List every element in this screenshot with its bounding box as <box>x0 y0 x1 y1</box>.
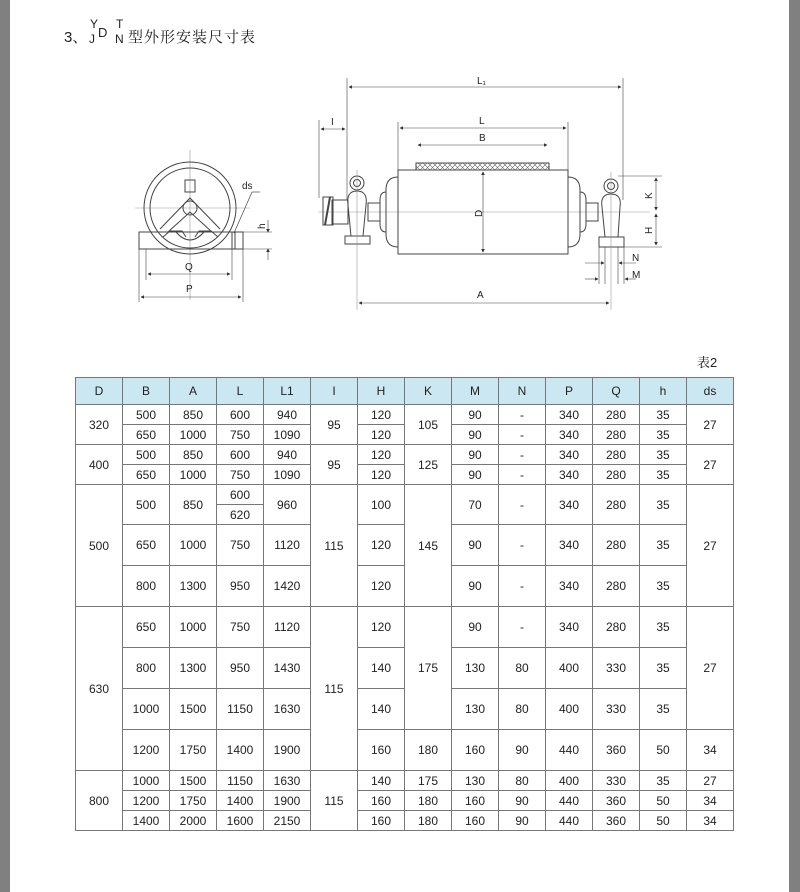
cell-p: 340 <box>546 465 593 485</box>
cell-l1: 1630 <box>264 771 311 791</box>
cell-h: 50 <box>640 791 687 811</box>
cell-h: 50 <box>640 811 687 831</box>
cell-q: 330 <box>593 648 640 689</box>
cell-l: 620 <box>217 505 264 525</box>
cell-n: - <box>499 525 546 566</box>
cell-a: 1500 <box>170 771 217 791</box>
column-header-d: D <box>76 378 123 405</box>
cell-l: 750 <box>217 607 264 648</box>
label-i: I <box>331 117 334 128</box>
title-text: 型外形安装尺寸表 <box>128 29 257 46</box>
column-header-ds: ds <box>687 378 734 405</box>
cell-q: 360 <box>593 730 640 771</box>
cell-n: 80 <box>499 648 546 689</box>
cell-l: 600 <box>217 445 264 465</box>
cell-l1: 1420 <box>264 566 311 607</box>
cell-p: 340 <box>546 566 593 607</box>
cell-k: 145 <box>405 485 452 607</box>
cell-q: 280 <box>593 425 640 445</box>
column-header-m: M <box>452 378 499 405</box>
label-h: H <box>644 226 655 234</box>
cell-a: 1000 <box>170 607 217 648</box>
column-header-a: A <box>170 378 217 405</box>
cell-l: 1400 <box>217 730 264 771</box>
title-letter-t: T <box>116 17 124 31</box>
cell-l1: 2150 <box>264 811 311 831</box>
cell-h: 120 <box>358 607 405 648</box>
cell-k: 175 <box>405 771 452 791</box>
cell-i: 95 <box>311 405 358 445</box>
cell-h: 120 <box>358 465 405 485</box>
column-header-b: B <box>123 378 170 405</box>
cell-n: - <box>499 445 546 465</box>
cell-b: 1000 <box>123 689 170 730</box>
cell-d: 630 <box>76 607 123 771</box>
cell-q: 280 <box>593 445 640 465</box>
title-letter-d: D <box>98 25 108 40</box>
cell-p: 340 <box>546 607 593 648</box>
cell-m: 90 <box>452 525 499 566</box>
cell-q: 280 <box>593 465 640 485</box>
cell-k: 180 <box>405 730 452 771</box>
cell-l: 1600 <box>217 811 264 831</box>
cell-n: - <box>499 485 546 525</box>
cell-l1: 940 <box>264 405 311 425</box>
cell-p: 440 <box>546 730 593 771</box>
cell-ds: 27 <box>687 607 734 730</box>
title-letter-j: J <box>89 32 95 46</box>
cell-ds: 34 <box>687 791 734 811</box>
cell-l: 1150 <box>217 771 264 791</box>
cell-b: 500 <box>123 405 170 425</box>
cell-h: 140 <box>358 771 405 791</box>
cell-q: 330 <box>593 771 640 791</box>
cell-h: 120 <box>358 566 405 607</box>
table-row <box>76 485 734 505</box>
cell-l: 1150 <box>217 689 264 730</box>
label-h-side: h <box>257 223 268 229</box>
column-header-l: L <box>217 378 264 405</box>
cell-k: 180 <box>405 811 452 831</box>
pulley-drawing <box>0 0 800 340</box>
label-a: A <box>477 290 484 301</box>
cell-d: 320 <box>76 405 123 445</box>
cell-m: 70 <box>452 485 499 525</box>
cell-k: 180 <box>405 791 452 811</box>
cell-n: 80 <box>499 689 546 730</box>
cell-h: 160 <box>358 791 405 811</box>
cell-i: 115 <box>311 607 358 771</box>
cell-l: 750 <box>217 465 264 485</box>
cell-p: 440 <box>546 811 593 831</box>
cell-l1: 1090 <box>264 465 311 485</box>
cell-l1: 1630 <box>264 689 311 730</box>
cell-h: 120 <box>358 525 405 566</box>
dimension-table <box>75 377 734 831</box>
cell-b: 650 <box>123 525 170 566</box>
cell-p: 400 <box>546 689 593 730</box>
cell-h: 35 <box>640 405 687 425</box>
cell-h: 50 <box>640 730 687 771</box>
cell-b: 500 <box>123 445 170 465</box>
cell-ds: 27 <box>687 405 734 445</box>
cell-q: 330 <box>593 689 640 730</box>
label-l: L <box>479 116 485 127</box>
cell-p: 340 <box>546 485 593 525</box>
table-row <box>76 445 734 465</box>
column-header-p: P <box>546 378 593 405</box>
cell-a: 1000 <box>170 425 217 445</box>
cell-p: 440 <box>546 791 593 811</box>
cell-k: 125 <box>405 445 452 485</box>
cell-ds: 34 <box>687 811 734 831</box>
cell-n: - <box>499 607 546 648</box>
cell-ds: 27 <box>687 771 734 791</box>
cell-a: 2000 <box>170 811 217 831</box>
cell-b: 800 <box>123 566 170 607</box>
table-row <box>76 730 734 771</box>
cell-h: 35 <box>640 425 687 445</box>
label-d: D <box>474 209 485 217</box>
cell-h: 35 <box>640 771 687 791</box>
cell-p: 340 <box>546 425 593 445</box>
table-row <box>76 771 734 791</box>
cell-m: 90 <box>452 465 499 485</box>
cell-p: 400 <box>546 648 593 689</box>
cell-m: 160 <box>452 791 499 811</box>
cell-m: 130 <box>452 771 499 791</box>
cell-l: 750 <box>217 525 264 566</box>
cell-h: 35 <box>640 445 687 465</box>
cell-ds: 34 <box>687 730 734 771</box>
cell-n: 90 <box>499 730 546 771</box>
cell-a: 1000 <box>170 465 217 485</box>
cell-i: 95 <box>311 445 358 485</box>
column-header-h: H <box>358 378 405 405</box>
cell-l: 950 <box>217 566 264 607</box>
cell-ds: 27 <box>687 445 734 485</box>
table-row <box>76 791 734 811</box>
cell-l: 1400 <box>217 791 264 811</box>
cell-h: 120 <box>358 405 405 425</box>
table-header-row <box>76 378 734 405</box>
table-row <box>76 405 734 425</box>
cell-h: 120 <box>358 445 405 465</box>
cell-a: 850 <box>170 485 217 525</box>
cell-m: 130 <box>452 689 499 730</box>
cell-a: 1300 <box>170 566 217 607</box>
cell-d: 500 <box>76 485 123 607</box>
cell-k: 105 <box>405 405 452 445</box>
column-header-i: I <box>311 378 358 405</box>
cell-a: 850 <box>170 405 217 425</box>
cell-l1: 940 <box>264 445 311 465</box>
cell-m: 90 <box>452 566 499 607</box>
cell-h: 35 <box>640 689 687 730</box>
cell-h: 35 <box>640 485 687 525</box>
cell-n: 90 <box>499 811 546 831</box>
cell-m: 130 <box>452 648 499 689</box>
cell-h: 120 <box>358 425 405 445</box>
cell-i: 115 <box>311 771 358 831</box>
cell-i: 115 <box>311 485 358 607</box>
cell-p: 340 <box>546 405 593 425</box>
cell-b: 650 <box>123 607 170 648</box>
label-q: Q <box>185 262 193 273</box>
cell-a: 1750 <box>170 791 217 811</box>
label-b: B <box>479 133 486 144</box>
cell-d: 800 <box>76 771 123 831</box>
cell-b: 800 <box>123 648 170 689</box>
label-n: N <box>632 253 640 264</box>
cell-ds: 27 <box>687 485 734 607</box>
label-m: M <box>632 270 641 281</box>
cell-m: 90 <box>452 607 499 648</box>
front-view <box>318 76 662 310</box>
cell-l1: 1900 <box>264 791 311 811</box>
cell-m: 90 <box>452 405 499 425</box>
cell-m: 160 <box>452 811 499 831</box>
cell-h: 140 <box>358 689 405 730</box>
cell-n: - <box>499 425 546 445</box>
column-header-l1: L1 <box>264 378 311 405</box>
cell-h: 35 <box>640 566 687 607</box>
cell-l: 950 <box>217 648 264 689</box>
cell-d: 400 <box>76 445 123 485</box>
cell-l1: 1120 <box>264 525 311 566</box>
cell-h: 160 <box>358 811 405 831</box>
cell-q: 360 <box>593 791 640 811</box>
cell-h: 35 <box>640 607 687 648</box>
cell-a: 1750 <box>170 730 217 771</box>
table-number: 表2 <box>697 355 718 370</box>
cell-m: 90 <box>452 425 499 445</box>
cell-a: 1000 <box>170 525 217 566</box>
label-ds: ds <box>242 181 253 192</box>
cell-n: - <box>499 405 546 425</box>
table-row <box>76 607 734 648</box>
cell-a: 1500 <box>170 689 217 730</box>
cell-b: 1200 <box>123 730 170 771</box>
cell-b: 500 <box>123 485 170 525</box>
column-header-h: h <box>640 378 687 405</box>
cell-l1: 1120 <box>264 607 311 648</box>
cell-b: 650 <box>123 425 170 445</box>
cell-m: 90 <box>452 445 499 465</box>
cell-q: 280 <box>593 607 640 648</box>
cell-l1: 1430 <box>264 648 311 689</box>
column-header-n: N <box>499 378 546 405</box>
cell-q: 280 <box>593 485 640 525</box>
cell-l: 600 <box>217 485 264 505</box>
cell-h: 35 <box>640 525 687 566</box>
cell-h: 35 <box>640 465 687 485</box>
cell-b: 1400 <box>123 811 170 831</box>
cell-a: 1300 <box>170 648 217 689</box>
cell-h: 100 <box>358 485 405 525</box>
table-row <box>76 811 734 831</box>
column-header-k: K <box>405 378 452 405</box>
cell-n: - <box>499 566 546 607</box>
side-view <box>135 150 272 302</box>
cell-p: 340 <box>546 445 593 465</box>
cell-p: 340 <box>546 525 593 566</box>
cell-h: 140 <box>358 648 405 689</box>
cell-l: 600 <box>217 405 264 425</box>
title-letter-n: N <box>115 32 124 46</box>
cell-q: 280 <box>593 525 640 566</box>
cell-b: 1000 <box>123 771 170 791</box>
cell-n: - <box>499 465 546 485</box>
cell-k: 175 <box>405 607 452 730</box>
cell-h: 35 <box>640 648 687 689</box>
cell-h: 160 <box>358 730 405 771</box>
cell-l1: 1090 <box>264 425 311 445</box>
cell-l1: 960 <box>264 485 311 525</box>
cell-b: 650 <box>123 465 170 485</box>
cell-a: 850 <box>170 445 217 465</box>
cell-p: 400 <box>546 771 593 791</box>
cell-q: 280 <box>593 405 640 425</box>
cell-q: 360 <box>593 811 640 831</box>
cell-n: 80 <box>499 771 546 791</box>
label-k: K <box>644 192 655 199</box>
column-header-q: Q <box>593 378 640 405</box>
cell-n: 90 <box>499 791 546 811</box>
cell-b: 1200 <box>123 791 170 811</box>
title-letter-y: Y <box>90 17 99 31</box>
label-p: P <box>186 284 193 295</box>
cell-l: 750 <box>217 425 264 445</box>
label-l1: L₁ <box>477 76 486 87</box>
cell-l1: 1900 <box>264 730 311 771</box>
cell-q: 280 <box>593 566 640 607</box>
title-prefix: 3、 <box>64 29 88 46</box>
cell-m: 160 <box>452 730 499 771</box>
